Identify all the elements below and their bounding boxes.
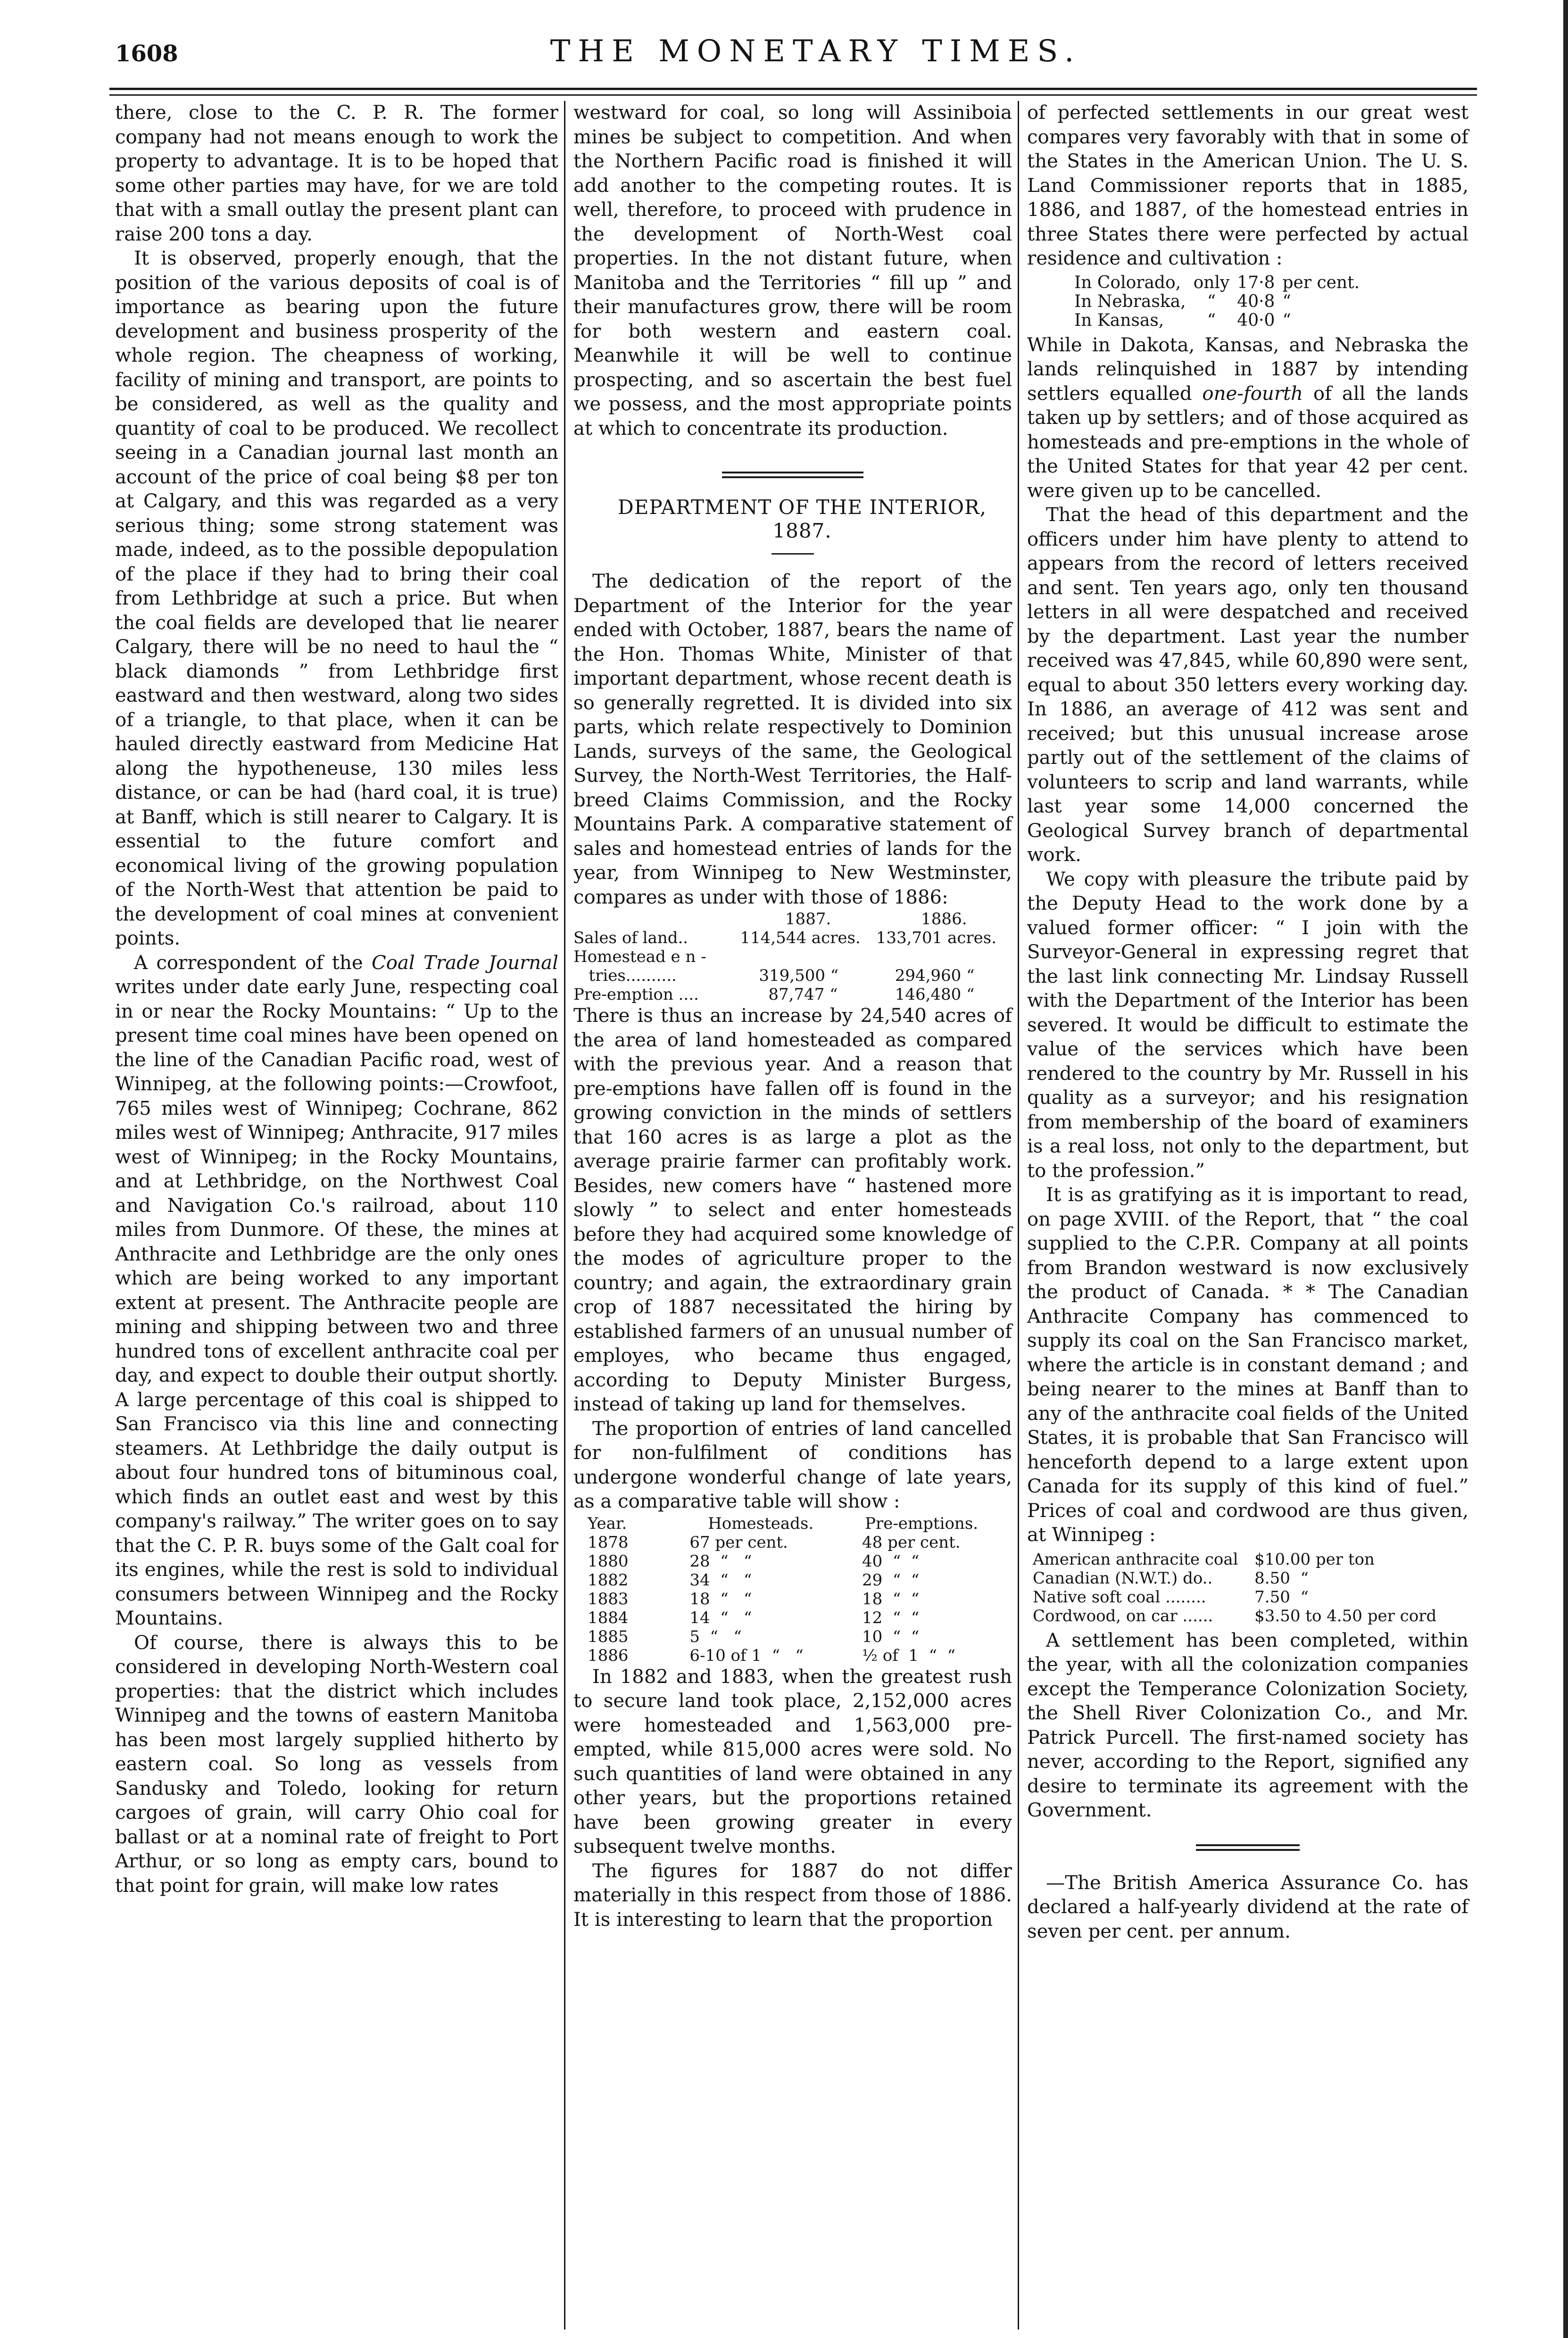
table-row [1074,293,1366,311]
cell-home: 5 “ “ [689,1627,742,1646]
cell-year: 1883 [588,1589,629,1608]
cell-value: 294,960 “ [895,966,975,985]
cell-value [740,947,876,966]
paragraph: It is observed, properly enough, that the position of the various deposits of coal is of importance as bearing upon the future development and business prosperity of the whole region. The cheapness of working, facility of mining and transport, are points to be considered, as well as the quality and quantity of coal to be produced. We recollect seeing in a Canadian journal last month an account of the price of coal being $8 per ton at Calgary, and this was regarded as a very serious thing; some strong statement was made, indeed, as to the possible depopulation of the place if they had to bring their coal from Lethbridge at such a price. But when the coal fields are developed that lie nearer Calgary, there will be no need to haul the “ black diamonds ” from Lethbridge first eastward and then westward, along two sides of a triangle, to that place, when it can be hauled directly eastward from Medicine Hat along the hypotheneuse, 130 miles less distance, or can be had (hard coal, it is true) at Banff, which is still nearer to Calgary. It is essential to the future comfort and economical living of the growing population of the North-West that attention be paid to the development of coal mines at convenient points. [115,248,558,949]
cell-value: 17·8 [1237,273,1275,292]
journal-title: Coal Trade Journal [372,952,558,974]
cell-value: 114,544 acres. [740,929,861,947]
paragraph: It is as gratifying as it is important to read, on page XVIII. of the Report, that “ the coal supplied to the C.P.R. Company at all points from Brandon westward is now exclusively the product of Canada. * * The Canadian Anthracite Company has commenced to supply its coal on the San Francisco market, where the article is in constant demand ; and being nearer to the mines at Banff than to any of the anthracite coal fields of the United States, it is probable that San Francisco will henceforth depend to a large extent upon Canada for its supply of this kind of fuel.” Prices of coal and cordwood are thus given, at Winnipeg : [1027,1184,1468,1546]
table-row [588,1571,1000,1590]
text-run: writes under date early June, respecting coal in or near the Rocky Mountains: “ Up to the present time coal mines have been opened on the line of the Canadian Pacific road, west of Winnipeg, at the following points:—Crowfoot, 765 miles west of Winnipeg; Cochrane, 862 miles west of Winnipeg; Anthracite, 917 miles west of Winnipeg; in the Rocky Mountains, and at Lethbridge, on the Northwest Coal and Navigation Co.'s railroad, about 110 miles from Dunmore. Of these, the mines at Anthracite and Lethbridge are the only ones which are being worked to any important extent at present. The Anthracite people are mining and shipping between two and three hundred tons of excellent anthracite coal per day, and expect to double their output shortly. A large percentage of this coal is shipped to San Francisco via this line and connecting steamers. At Lethbridge the daily output is about four hundred tons of bituminous coal, which finds an outlet east and west by this company's railway.” The writer goes on to say that the C. P. R. buys some of the Galt coal for its engines, while the rest is sold to individual consumers between Winnipeg and the Rocky Mountains. [115,976,558,1629]
cell-value: 319,500 “ [759,966,839,985]
text-run: While in Dakota, Kansas, and Nebraska the lands relinquished in 1887 by intending settlers equalled [1027,334,1468,405]
paragraph: The dedication of the report of the Department of the Interior for the year ended with October, 1887, bears the name of the Hon. Thomas White, Minister of that important department, whose recent death is so generally regretted. It is divided into six parts, which relate respectively to Dominion Lands, surveys of the same, the Geological Survey, the North-West Territories, the Half-breed Claims Commission, and the Rocky Mountains Park. A comparative statement of sales and homestead entries of lands for the year, from Winnipeg to New Westminster, compares as under with those of 1886: [573,571,1012,908]
column-3 [1027,101,1468,1944]
paragraph [115,951,558,1631]
cell-home: 6-10 of 1 “ “ [689,1646,804,1665]
cell-item: Cordwood, on car ...... [1033,1606,1213,1625]
cell-home: 18 “ “ [689,1589,752,1608]
cell-value: 87,747 “ [768,985,838,1004]
paragraph [1027,333,1468,504]
cell-price: $3.50 to 4.50 per cord [1254,1606,1437,1625]
section-divider [1196,1842,1300,1854]
table-row [588,1533,1000,1552]
fuel-prices [1032,1550,1451,1626]
cell-home: 34 “ “ [689,1570,752,1590]
row-label: Sales of land.. [573,929,689,947]
column-header: Year. [588,1514,627,1533]
column-header: Homesteads. [708,1514,814,1533]
paragraph: Of course, there is always this to be considered in developing North-Western coal properties: that the district which includes Winnipeg and the towns of eastern Manitoba has been most largely supplied hitherto by eastern coal. So long as vessels from Sandusky and Toledo, looking for return cargoes of grain, will carry Ohio coal for ballast or at a nominal rate of freight to Port Arthur, or so long as empty cars, bound to that point for grain, will make low rates [115,1632,558,1897]
page-number: 1608 [115,41,178,67]
column-divider-right [1018,101,1019,2330]
paragraph: A settlement has been completed, within the year, with all the colonization companies except the Temperance Colonization Society, the Shell River Colonization Co., and Mr. Patrick Purcell. The first-named society has never, according to the Report, signified any desire to terminate its agreement with the Government. [1027,1629,1468,1821]
table-row [588,1646,1000,1665]
table-row [1074,274,1366,292]
heading-rule [772,553,814,555]
cell-year: 1882 [588,1570,629,1590]
table-row [1033,1588,1450,1606]
cell-unit: per cent. [1282,273,1360,292]
text-run: A correspondent of the [134,952,372,974]
paragraph: of perfected settlements in our great west compares very favorably with that in some of the States in the American Union. The U. S. Land Commissioner reports that in 1885, 1886, and 1887, of the homestead entries in three States there were perfected by actual residence and cultivation : [1027,102,1468,269]
cell-year: 1884 [588,1608,629,1627]
cell-value: 133,701 acres. [876,929,997,947]
table-row [573,947,1012,966]
cell-year: 1880 [588,1551,629,1571]
cancellation-table [588,1514,1000,1665]
table-row [1033,1550,1450,1568]
cell-unit: “ [1282,310,1291,330]
cell-value: 40·8 [1237,291,1275,311]
cell-home: 14 “ “ [689,1608,752,1627]
cell-state: In Colorado, [1074,273,1181,292]
table-row [588,1627,1000,1646]
cell-pre: 18 “ “ [862,1589,920,1608]
state-percentages [1073,273,1367,331]
cell-mark: “ [1207,310,1216,330]
table-row [573,985,1012,1004]
cell-price: 8.50 “ [1254,1568,1309,1588]
cell-pre: 29 “ “ [862,1570,920,1590]
cell-pre: 40 “ “ [862,1551,920,1571]
row-label: tries.......... [573,966,677,985]
section-heading-year: 1887. [772,519,832,542]
text-run: of all the lands taken up by settlers; and of those acquired as homesteads and pre-emptions in the whole of the United States for that year 42 per cent. were given up to be cancelled. [1027,382,1468,502]
masthead-title: THE MONETARY TIMES. [550,34,1082,69]
row-label: Pre-emption .... [573,985,699,1004]
cell-home: 67 per cent. [689,1533,788,1552]
cell-pre: 10 “ “ [862,1627,920,1646]
cell-year: 1886 [588,1646,629,1665]
cell-price: 7.50 “ [1254,1587,1309,1607]
table-row [588,1552,1000,1571]
cell-year: 1885 [588,1627,629,1646]
cell-item: Native soft coal ........ [1033,1587,1206,1607]
cell-pre: 12 “ “ [862,1608,920,1627]
paragraph: The figures for 1887 do not differ materially in this respect from those of 1886. It is interesting to learn that the proportion [573,1860,1012,1931]
header-rule-thick [109,88,1477,90]
page-edge-shadow [1563,0,1568,2338]
section-heading: DEPARTMENT OF THE INTERIOR, [618,496,987,519]
paragraph: westward for coal, so long will Assiniboia mines be subject to competition. And when the Northern Pacific road is finished it will add another to the competing routes. It is well, therefore, to proceed with prudence in the development of North-West coal properties. In the not distant future, when Manitoba and the Territories “ fill up ” and their manufactures grow, there will be room for both western and eastern coal. Meanwhile it will be well to continue prospecting, and so ascertain the best fuel we possess, and the most appropriate points at which to concentrate its production. [573,102,1012,439]
table-row [588,1590,1000,1608]
row-label: Homestead e n - [573,947,706,966]
cell-mark: only [1193,273,1230,292]
cell-year: 1878 [588,1533,629,1552]
column-header: 1887. [785,910,831,929]
header-rule-thin [109,94,1477,96]
paragraph: That the head of this department and the officers under him have plenty to attend to appears from the record of letters received and sent. Ten years ago, only ten thousand letters in all were despatched and received by the department. Last year the number received was 47,845, while 60,890 were sent, equal to about 350 letters every working day. In 1886, an average of 412 was sent and received; but this unusual increase arose partly out of the settlement of the claims of volunteers to scrip and land warrants, while last year some 14,000 concerned the Geological Survey branch of departmental work. [1027,504,1468,866]
paragraph: In 1882 and 1883, when the greatest rush to secure land took place, 2,152,000 acres were homesteaded and 1,563,000 pre-empted, while 815,000 acres were sold. No such quantities of land were obtained in any other years, but the proportions retained have been growing greater in every subsequent twelve months. [573,1666,1012,1857]
emphasis: one-fourth [1202,382,1303,405]
cell-state: In Kansas, [1074,310,1164,330]
cell-price: $10.00 per ton [1254,1550,1375,1569]
paragraph: there, close to the C. P. R. The former company had not means enough to work the property to advantage. It is to be hoped that some other parties may have, for we are told that with a small outlay the present plant can raise 200 tons a day. [115,102,558,245]
table-row [573,966,1012,985]
cell-item: American anthracite coal [1033,1550,1238,1569]
paragraph: There is thus an increase by 24,540 acres of the area of land homesteaded as compared with the previous year. And a reason that pre-emptions have fallen off is found in the growing conviction in the minds of settlers that 160 acres is as large a plot as the average prairie farmer can profitably work. Besides, new comers have “ hastened more slowly ” to select and enter homesteads before they had acquired some knowledge of the modes of agriculture proper to the country; and again, the extraordinary grain crop of 1887 necessitated the hiring by established farmers of an unusual number of employes, who became thus engaged, according to Deputy Minister Burgess, instead of taking up land for themselves. [573,1005,1012,1415]
cell-value: 146,480 “ [895,985,975,1004]
cell-pre: 48 per cent. [862,1533,961,1552]
cell-state: In Nebraska, [1074,291,1186,311]
table-row [1033,1569,1450,1587]
table-row [573,929,1012,947]
table-row [1033,1607,1450,1625]
cell-mark: “ [1207,291,1216,311]
cell-unit: “ [1282,291,1291,311]
column-1 [115,101,558,1898]
column-2 [573,101,1012,1932]
cell-value [876,947,1012,966]
paragraph: We copy with pleasure the tribute paid by the Deputy Head to the work done by a valued former officer: “ I join with the Surveyor-General in expressing regret that the last link connecting Mr. Lindsay Russell with the Department of the Interior has been severed. It would be difficult to estimate the value of the services which have been rendered to the country by Mr. Russell in his quality as a surveyor; and his resignation from membership of the board of examiners is a real loss, not only to the department, but to the profession.” [1027,868,1468,1182]
table-row [1074,312,1366,330]
paragraph: —The British America Assurance Co. has declared a half-yearly dividend at the rate of seven per cent. per annum. [1027,1872,1468,1942]
table-row [588,1608,1000,1627]
cell-item: Canadian (N.W.T.) do.. [1033,1568,1213,1588]
column-header: 1886. [921,910,967,929]
cell-home: 28 “ “ [689,1551,752,1571]
paragraph: The proportion of entries of land cancelled for non-fulfilment of conditions has undergone wonderful change of late years, as a comparative table will show : [573,1418,1012,1512]
sales-table [573,910,1012,1004]
cell-pre: ½ of 1 “ “ [862,1646,956,1665]
column-divider-left [564,101,565,2330]
cell-value: 40·0 [1237,310,1275,330]
section-divider [722,469,863,481]
column-header: Pre-emptions. [865,1514,979,1533]
